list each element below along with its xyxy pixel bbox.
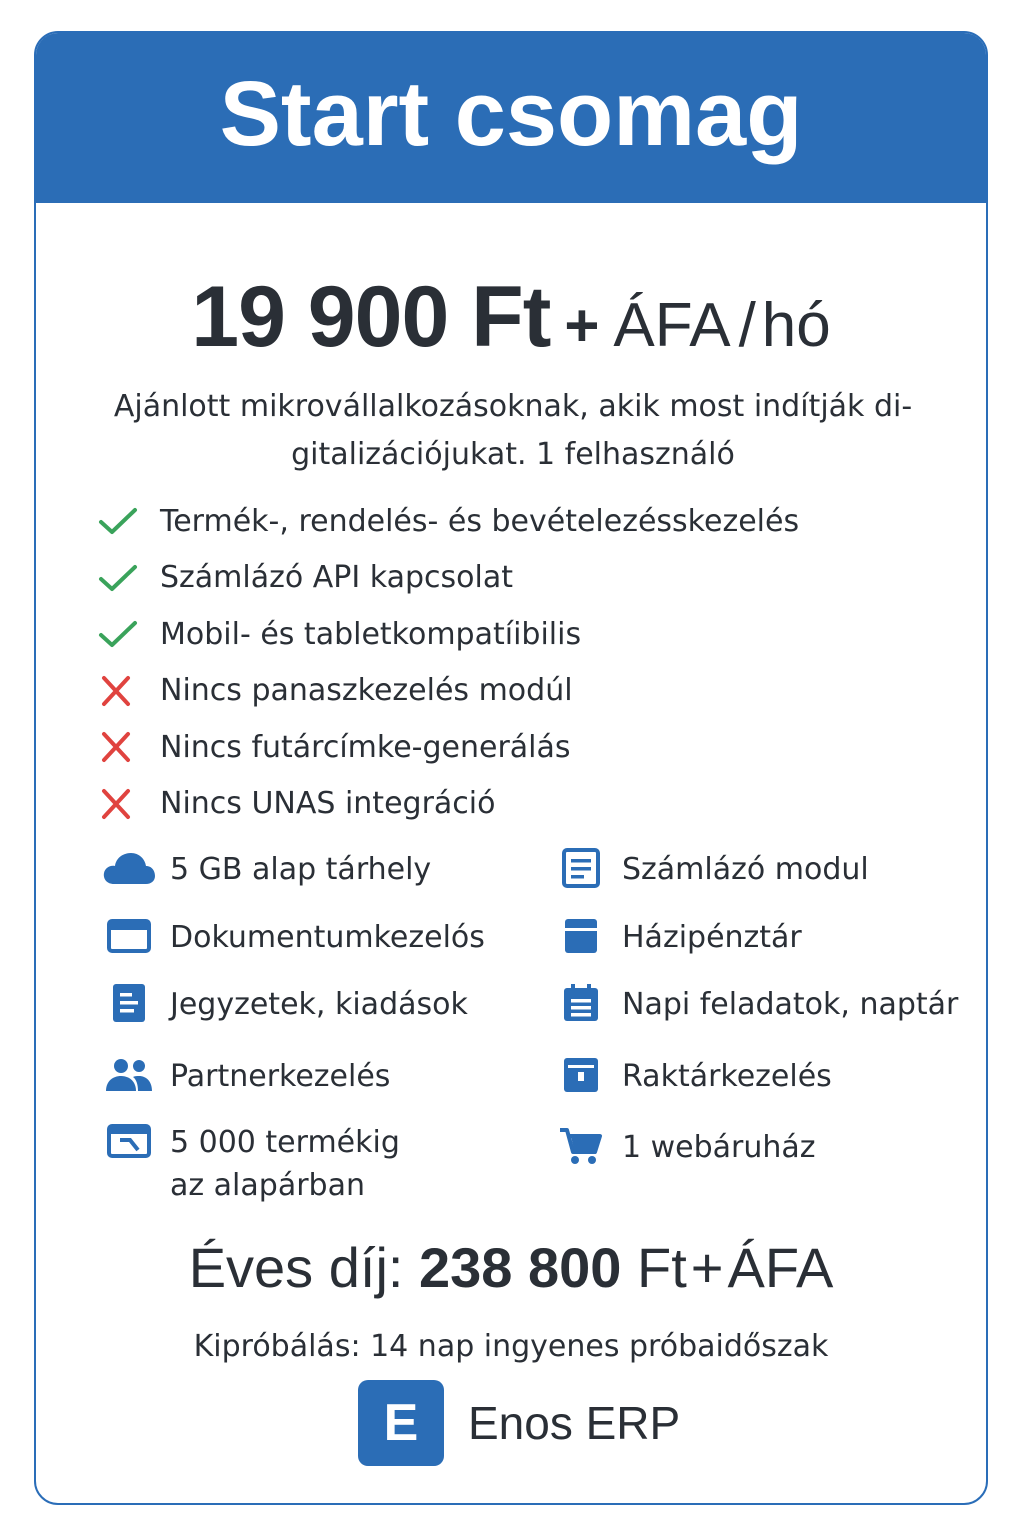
- feature-label: Nincs UNAS integráció: [160, 786, 496, 822]
- check-icon: [98, 614, 146, 654]
- module-label: Jegyzetek, kiadások: [170, 987, 468, 1022]
- price-amount: 19 900 Ft: [191, 269, 551, 365]
- annual-prefix: Éves díj:: [188, 1236, 404, 1299]
- module-item: [554, 848, 869, 891]
- annual-amount: 238 800: [419, 1236, 622, 1299]
- module-label: Raktárkezelés: [622, 1059, 832, 1094]
- price-period: hó: [761, 291, 831, 360]
- feature-item: [98, 719, 799, 776]
- feature-label: Számlázó API kapcsolat: [160, 560, 513, 596]
- cross-icon: [98, 784, 146, 824]
- cart-icon: [554, 1126, 608, 1166]
- pricing-card: [34, 31, 988, 1505]
- feature-label: Termék-, rendelés- és bevételezésskezelés: [160, 503, 800, 539]
- feature-label: Nincs futárcímke-generálás: [160, 729, 571, 765]
- brand-logo: E: [358, 1380, 444, 1466]
- module-label: Partnerkezelés: [170, 1059, 391, 1094]
- module-item: [102, 1055, 390, 1098]
- plan-title: Start csomag: [219, 62, 803, 165]
- annual-currency: Ft: [637, 1236, 687, 1299]
- module-label: Dokumentumkezelós: [170, 920, 485, 955]
- check-icon: [98, 501, 146, 541]
- warehouse-icon: [554, 1055, 608, 1095]
- price-slash: /: [738, 291, 756, 360]
- cashbox-icon: [554, 916, 608, 956]
- brand: [358, 1380, 680, 1466]
- feature-list: [98, 493, 799, 832]
- price-plus: +: [564, 292, 600, 359]
- product-card-icon: [102, 1121, 156, 1161]
- card-header: [36, 33, 986, 203]
- trial-info: Kipróbálás: 14 nap ingyenes próbaidőszak: [193, 1329, 829, 1364]
- feature-item: [98, 663, 799, 720]
- brand-name: Enos ERP: [468, 1397, 681, 1449]
- feature-label: Mobil- és tabletkompatíibilis: [160, 616, 582, 652]
- calendar-icon: [554, 983, 608, 1023]
- module-item: [102, 1121, 400, 1207]
- feature-item: [98, 776, 799, 833]
- feature-item: [98, 493, 799, 550]
- document-icon: [102, 983, 156, 1023]
- feature-item: [98, 606, 799, 663]
- annual-fee: [36, 1235, 986, 1300]
- module-label: Házipénztár: [622, 920, 802, 955]
- description-line-1: Ajánlott mikrovállalkozásoknak, akik most indítják di-: [113, 389, 913, 424]
- feature-label: Nincs panaszkezelés modúl: [160, 673, 573, 709]
- annual-plus: +: [690, 1236, 724, 1299]
- module-item: [554, 983, 958, 1026]
- module-item: [102, 848, 431, 891]
- module-item: [554, 916, 802, 959]
- price-line: [36, 268, 986, 367]
- module-item: [102, 983, 468, 1026]
- annual-vat: ÁFA: [727, 1236, 834, 1299]
- browser-window-icon: [102, 916, 156, 956]
- module-label-line-1: 5 000 termékig: [170, 1125, 400, 1160]
- module-label: Napi feladatok, naptár: [622, 987, 959, 1022]
- module-item: [554, 1126, 816, 1169]
- module-grid: [102, 838, 962, 1208]
- cross-icon: [98, 671, 146, 711]
- module-label: 1 webáruház: [622, 1130, 816, 1165]
- module-label-line-2: az alapárban: [170, 1168, 365, 1203]
- module-label: Számlázó modul: [622, 852, 869, 887]
- module-item: [102, 916, 485, 959]
- description-line-2: gitalizációjukat. 1 felhasználó: [291, 437, 735, 472]
- check-icon: [98, 558, 146, 598]
- cross-icon: [98, 727, 146, 767]
- plan-description: [86, 383, 940, 479]
- module-item: [554, 1055, 832, 1098]
- feature-item: [98, 550, 799, 607]
- price-vat: ÁFA: [613, 291, 731, 360]
- module-label: 5 GB alap tárhely: [170, 852, 432, 887]
- invoice-icon: [554, 848, 608, 888]
- module-label: [170, 1121, 400, 1207]
- people-icon: [102, 1055, 156, 1095]
- cloud-icon: [102, 848, 156, 888]
